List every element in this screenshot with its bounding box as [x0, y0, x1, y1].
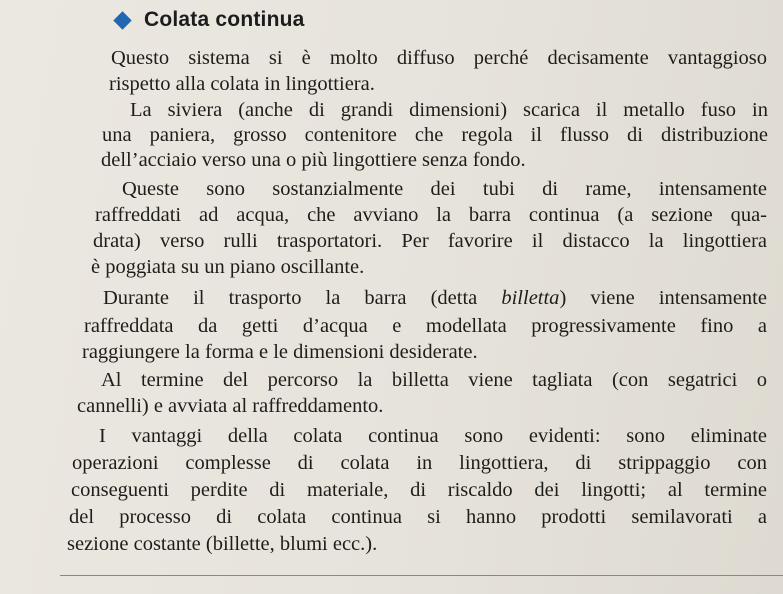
- text-line: Al termine del percorso la billetta viene tagliata (con segatrici o: [101, 369, 767, 391]
- text-line: La siviera (anche di grandi dimensioni) scarica il metallo fuso in: [130, 99, 768, 121]
- italic-term: billetta: [501, 287, 560, 309]
- text-line: raffreddata da getti d’acqua e modellata progressivamente fino a: [84, 315, 767, 337]
- text-line: rispetto alla colata in lingottiera.: [109, 73, 375, 95]
- text-line: Queste sono sostanzialmente dei tubi di rame, intensamente: [122, 178, 767, 200]
- text-line: I vantaggi della colata continua sono evidenti: sono eliminate: [99, 425, 767, 447]
- text-line: del processo di colata continua si hanno prodotti semilavorati a: [69, 506, 767, 528]
- text-line: una paniera, grosso contenitore che regola il flusso di distribuzione: [102, 124, 768, 146]
- text-line: Durante il trasporto la barra (detta billetta) viene intensamente: [103, 287, 767, 309]
- text-line: raffreddati ad acqua, che avviano la barra continua (a sezione qua-: [95, 204, 767, 226]
- text-line: conseguenti perdite di materiale, di riscaldo dei lingotti; al termine: [71, 479, 767, 501]
- section-heading: [116, 6, 305, 34]
- section-title: Colata continua: [144, 8, 305, 31]
- text-line: cannelli) e avviata al raffreddamento.: [77, 395, 384, 417]
- text-line: Questo sistema si è molto diffuso perché decisamente vantaggioso: [111, 47, 767, 69]
- divider-line: [60, 575, 783, 576]
- diamond-bullet-icon: [113, 11, 131, 29]
- text-line: dell’acciaio verso una o più lingottiere senza fondo.: [101, 149, 526, 171]
- text-line: drata) verso rulli trasportatori. Per favorire il distacco la lingottiera: [93, 230, 767, 252]
- text-line: operazioni complesse di colata in lingottiera, di strippaggio con: [72, 452, 767, 474]
- text-line: raggiungere la forma e le dimensioni desiderate.: [82, 341, 478, 363]
- text-line: è poggiata su un piano oscillante.: [91, 256, 365, 278]
- text-line: sezione costante (billette, blumi ecc.).: [67, 533, 378, 555]
